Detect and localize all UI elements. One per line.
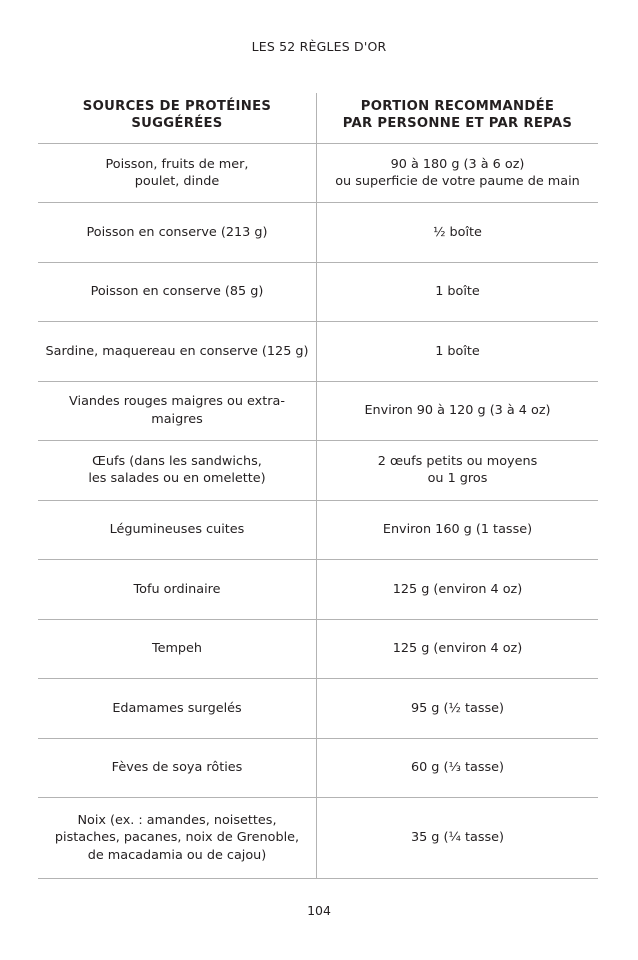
portion-cell: 125 g (environ 4 oz) [392,581,523,597]
portion-cell: Environ 160 g (1 tasse) [382,522,533,537]
table-row [38,322,598,382]
table-row [38,263,598,323]
table-row [38,620,598,680]
portion-cell: 60 g (⅓ tasse) [410,760,505,775]
table-row [38,203,598,263]
portion-cell: 125 g (environ 4 oz) [392,641,523,656]
protein-source-cell: Poisson, fruits de mer, poulet, dinde [38,144,317,202]
table-row [38,798,598,879]
portion-cell: 1 boîte [435,284,480,299]
table-row [38,144,598,203]
protein-source-cell: Poisson en conserve (213 g) [38,203,317,262]
portion-cell: 90 à 180 g (3 à 6 oz) ou superficie de votre paume de main [335,156,580,189]
table-header-row [38,93,598,144]
protein-source-cell: Tempeh [38,620,317,679]
header-recommended-portion: PORTION RECOMMANDÉE PAR PERSONNE ET PAR REPAS [342,99,573,131]
header-protein-sources: SOURCES DE PROTÉINES SUGGÉRÉES [38,93,317,143]
table-row [38,679,598,739]
protein-source-cell: Légumineuses cuites [38,501,317,560]
table-row [38,441,598,501]
table-row [38,739,598,799]
protein-table [38,93,598,879]
protein-source-cell: Noix (ex. : amandes, noisettes, pistaches, pacanes, noix de Grenoble, de macadamia ou de cajou) [38,798,317,878]
protein-source-cell: Œufs (dans les sandwichs, les salades ou en omelette) [38,441,317,500]
portion-cell: 35 g (¼ tasse) [410,830,505,846]
page-number: 104 [307,903,331,918]
portion-cell: 95 g (½ tasse) [410,700,505,716]
protein-source-cell: Fèves de soya rôties [38,739,317,798]
portion-cell: 1 boîte [435,343,480,359]
protein-source-cell: Sardine, maquereau en conserve (125 g) [38,322,317,381]
portion-cell: Environ 90 à 120 g (3 à 4 oz) [364,403,551,418]
protein-source-cell: Poisson en conserve (85 g) [38,263,317,322]
table-row [38,382,598,442]
portion-cell: ½ boîte [433,224,482,240]
protein-source-cell: Tofu ordinaire [38,560,317,619]
running-head: LES 52 RÈGLES D'OR [251,39,387,54]
table-row [38,560,598,620]
protein-source-cell: Edamames surgelés [38,679,317,738]
table-row [38,501,598,561]
portion-cell: 2 œufs petits ou moyens ou 1 gros [377,453,538,487]
protein-source-cell: Viandes rouges maigres ou extra-maigres [38,382,317,441]
